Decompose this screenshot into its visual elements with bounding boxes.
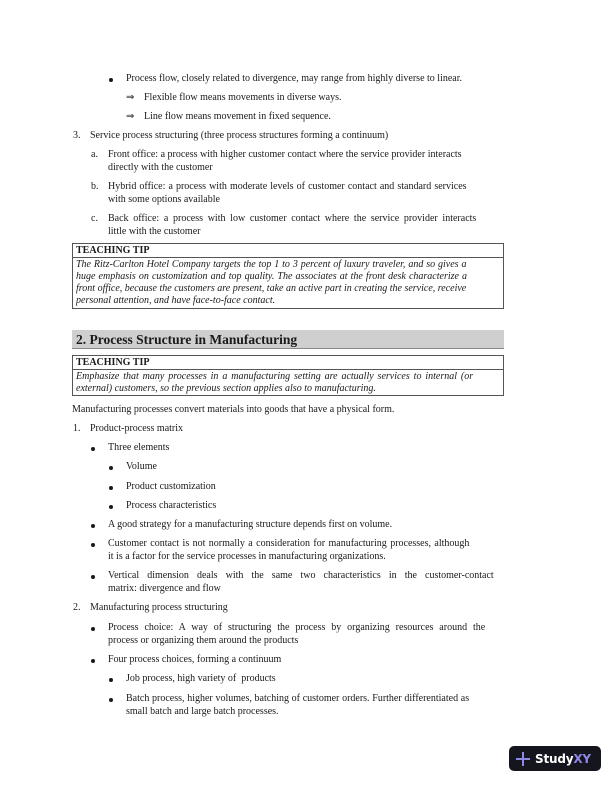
batch-process-line2: small batch and large batch processes. [126,706,279,717]
line-flow-text: Line flow means movement in fixed sequence. [144,111,331,122]
list-number: 2. [73,602,81,613]
brand-accent: XY [573,751,591,766]
manufacturing-structuring-text: Manufacturing process structuring [90,602,228,613]
bullet-icon [91,447,95,451]
hybrid-office-line2: with some options available [108,194,220,205]
job-process-text: Job process, high variety of products [126,673,276,684]
process-choice-line1: Process choice: A way of structuring the process by organizing resources around the [108,622,486,633]
tip-line: personal attention, and have face-to-face contact. [76,295,276,306]
list-letter: c. [91,213,98,224]
three-elements-text: Three elements [108,442,170,453]
list-number: 1. [73,423,81,434]
process-flow-text: Process flow, closely related to divergence, may range from highly diverse to linear. [126,73,463,84]
arrow-icon: ⇒ [126,92,135,103]
back-office-line1: Back office: a process with low customer contact where the service provider interacts [108,213,477,224]
section-title: 2. Process Structure in Manufacturing [76,332,298,347]
tip-line: external) customers, so the previous section applies also to manufacturing. [76,383,376,394]
tip-line: Emphasize that many processes in a manufacturing setting are actually services to internal (or [76,371,474,382]
product-customization-text: Product customization [126,481,216,492]
tip-line: front office, because the customers are present, take an active part in creating the service, receive [76,283,467,294]
teaching-tip-header: TEACHING TIP [73,356,503,370]
process-choice-line2: process or organizing them around the products [108,635,299,646]
studyxy-badge[interactable] [509,746,601,771]
teaching-tip-body [73,370,503,396]
section-heading-bar [72,330,504,349]
teaching-tip-box [72,243,504,309]
strategy-text: A good strategy for a manufacturing structure depends first on volume. [108,519,393,530]
bullet-icon [91,543,95,547]
teaching-tip-header: TEACHING TIP [73,244,503,258]
bullet-icon [109,505,113,509]
bullet-icon [91,627,95,631]
bullet-icon [109,486,113,490]
front-office-line1: Front office: a process with higher customer contact where the service provider interacts [108,149,462,160]
arrow-icon: ⇒ [126,111,135,122]
vertical-dimension-line1: Vertical dimension deals with the same two characteristics in the customer-contact [108,570,494,581]
plus-icon [516,752,530,766]
four-choices-text: Four process choices, forming a continuum [108,654,282,665]
teaching-tip-box [72,355,504,396]
bullet-icon [91,659,95,663]
bullet-icon [91,575,95,579]
bullet-icon [109,78,113,82]
service-structuring-text: Service process structuring (three process structures forming a continuum) [90,130,389,141]
hybrid-office-line1: Hybrid office: a process with moderate levels of customer contact and standard services [108,181,467,192]
bullet-icon [109,698,113,702]
list-letter: a. [91,149,98,160]
flexible-flow-text: Flexible flow means movements in diverse ways. [144,92,342,103]
batch-process-line1: Batch process, higher volumes, batching of customer orders. Further differentiated as [126,693,470,704]
teaching-tip-body [73,258,503,308]
product-process-matrix-text: Product-process matrix [90,423,184,434]
back-office-line2: little with the customer [108,226,201,237]
tip-line: huge emphasis on customization and top quality. The associates at the front desk characterize a [76,271,468,282]
bullet-icon [91,524,95,528]
studyxy-logo-text [535,753,591,765]
volume-text: Volume [126,461,157,472]
vertical-dimension-line2: matrix: divergence and flow [108,583,221,594]
intro-paragraph: Manufacturing processes convert materials into goods that have a physical form. [72,404,395,415]
front-office-line2: directly with the customer [108,162,213,173]
bullet-icon [109,466,113,470]
process-characteristics-text: Process characteristics [126,500,217,511]
customer-contact-line2: it is a factor for the service processes in manufacturing organizations. [108,551,386,562]
list-letter: b. [91,181,99,192]
customer-contact-line1: Customer contact is not normally a consideration for manufacturing processes, although [108,538,470,549]
brand-main: Study [535,751,574,766]
list-number: 3. [73,130,81,141]
tip-line: The Ritz-Carlton Hotel Company targets the top 1 to 3 percent of luxury traveler, and so gives a [76,259,467,270]
bullet-icon [109,678,113,682]
